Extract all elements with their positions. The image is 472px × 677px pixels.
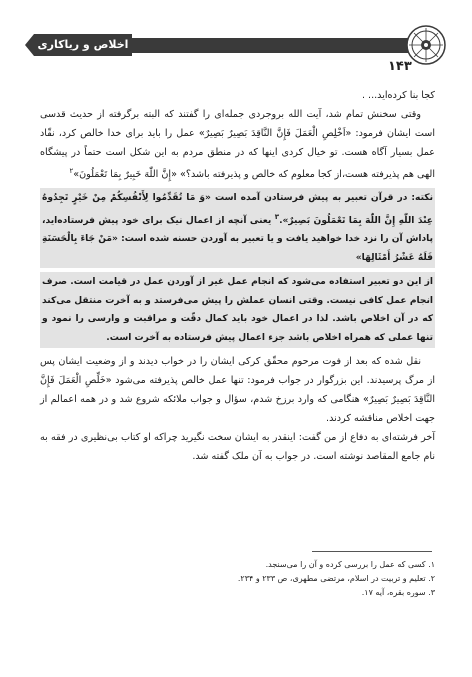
footnote-divider bbox=[312, 551, 432, 552]
note-box-2 bbox=[40, 272, 435, 348]
paragraph-5: آخر فرشته‌ای به دفاع از من گفت: اینقدر به ایشان سخت نگیرید چراکه او کتاب بی‌نظیری در فقه به نام جامع المقاصد نوشته است. در جواب به آن ملک گفته شد. bbox=[40, 432, 435, 463]
footnotes bbox=[40, 558, 435, 600]
main-text bbox=[40, 86, 435, 466]
paragraph-1-text: وقتی سخنش تمام شد، آیت الله بروجردی جمله‌ای را گفتند که البته برگرفته از حدیث قدسی است ایشان فرمود: «اَخْلِصِ الْعَمَلَ فَإِنَّ النَّاقِدَ بَصِيرٌ بَصِيرٌ» عمل را باید برای خدا خالص کرد، نقّاد عمل بسیار آگاه هست. تو خیال کردی اینها که در منطق مردم به این شکل است حتماً در پیشگاه الهی هم پذیرفته هست،از کجا معلوم که خالص و پذیرفته باشد؟» «إِنَّ اللّٰهَ خَبِيرٌ بِمَا تَعْمَلُونَ» bbox=[40, 109, 435, 181]
paragraph-1 bbox=[40, 105, 435, 184]
note-text: در قرآن تعبیر به پیش فرستادن آمده است «وَ مَا تُقَدِّمُوا لِأَنْفُسِكُمْ مِنْ خَيْرٍ تَجِدُوهُ عِنْدَ اللّٰهِ إِنَّ اللّٰهَ بِمَا تَعْمَلُونَ بَصِيرٌ». bbox=[42, 193, 433, 226]
footnote-ref-2: ۲ bbox=[69, 167, 74, 175]
text-line-opening: کجا بنا کرده‌اید... . bbox=[361, 90, 435, 101]
footnote-3: ۳. سوره بقره، آیه ۱۷. bbox=[361, 588, 435, 597]
footnote-ref-3: ۳ bbox=[274, 212, 280, 221]
note-box bbox=[40, 188, 435, 268]
paragraph-4: نقل شده که بعد از فوت مرحوم محقّق کرکی ایشان را در خواب دیدند و از وضعیت ایشان پس از مرگ پرسیدند. این بزرگوار در جواب فرمود: تنها عمل خالص پذیرفته می‌شود «خَلِّصِ الْعَمَلَ فَإِنَّ النَّاقِدَ بَصِيرٌ بَصِيرٌ» هنگامی که وارد برزخ شدم، سؤال و جواب ملائکه شروع شد و در همه اعمالم از جهت اخلاص مناقشه کردند. bbox=[40, 356, 435, 425]
note-text-continued: یعنی آنچه از اعمال نیک برای خود پیش فرستاده‌اید، پاداش آن را نزد خدا خواهید یافت و یا تعبیر به آوردن حسنه شده است: «مَنْ جَاءَ بِالْحَسَنَةِ فَلَهُ عَشْرُ أَمْثَالِهَا» bbox=[42, 215, 433, 263]
chapter-title: اخلاص و ریاکاری bbox=[34, 34, 132, 56]
footnote-1: ۱. کسی که عمل را بررسی کرده و آن را می‌سنجد. bbox=[265, 560, 435, 569]
page-number: ۱۴۳ bbox=[388, 59, 412, 74]
footnote-2: ۲. تعلیم و تربیت در اسلام، مرتضی مطهری، ص ۲۳۳ و ۲۳۴. bbox=[237, 574, 435, 583]
note-2-text: از این دو تعبیر استفاده می‌شود که انجام عمل غیر از آوردن عمل در قیامت است. صرف انجام عمل کافی نیست. وقتی انسان عملش را پیش می‌فرستد و به آخرت منتقل می‌کند که در آن اخلاص باشد. لذا در اعمال خود باید کمال دقّت و مراقبت و وارسی را نمود و تنها عملی که همراه اخلاص باشد جزء اعمال پیش فرستاده به آخرت است. bbox=[42, 277, 433, 343]
note-label: نکته: bbox=[411, 193, 433, 204]
